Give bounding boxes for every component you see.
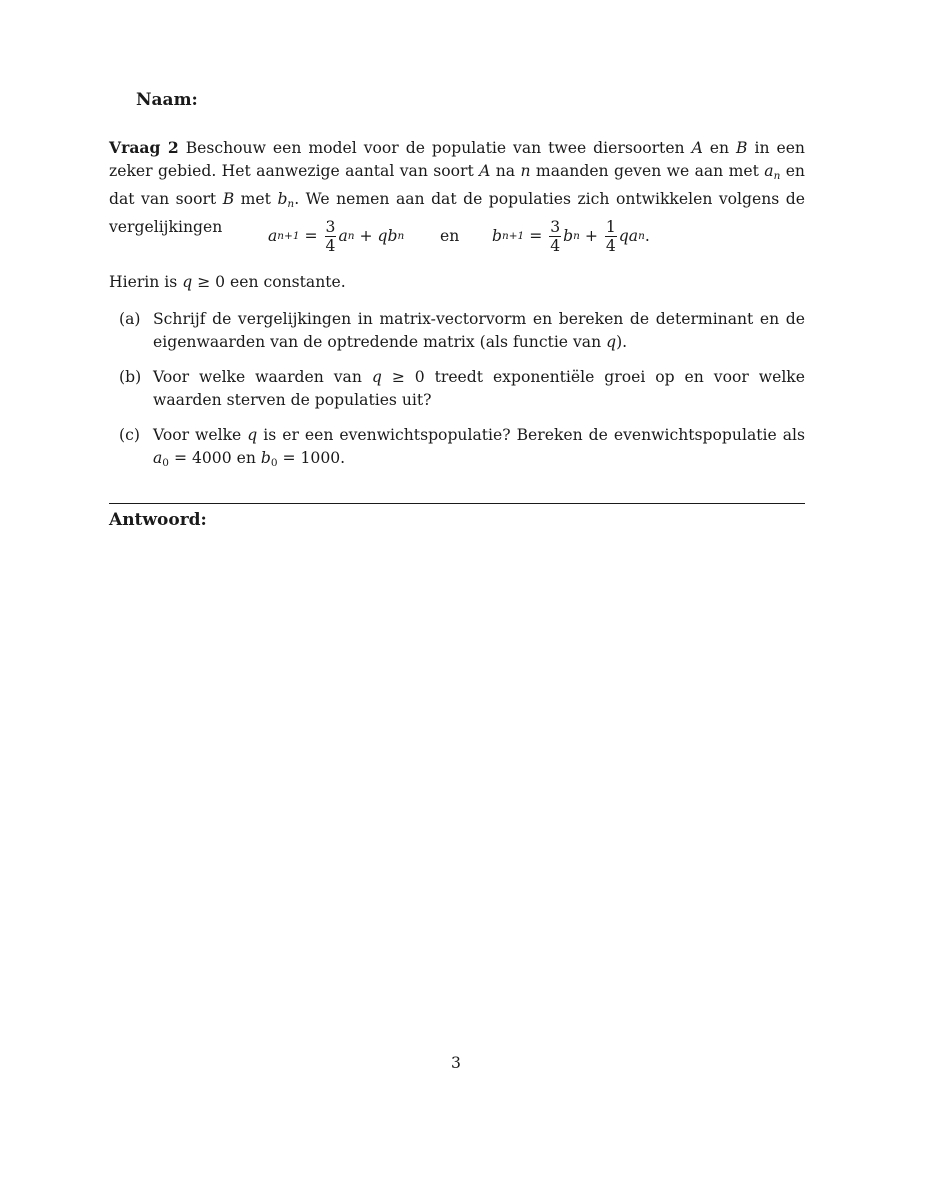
subquestion-text — [153, 308, 805, 354]
subquestion-text — [153, 424, 805, 475]
var-a-upper: A — [691, 139, 703, 157]
question-text-1: Beschouw een model voor de populatie van twee diersoorten — [185, 139, 692, 157]
var-b-upper: B — [736, 139, 748, 157]
eq1-term1-sub: n — [347, 230, 355, 242]
eq2-fraction-1 — [549, 218, 561, 255]
intro-text-1: Hierin is — [109, 273, 183, 291]
page-number: 3 — [451, 1054, 461, 1072]
subquestion-a-text-2: ). — [616, 333, 628, 351]
intro-text-2: ≥ 0 een constante. — [192, 273, 346, 291]
eq2-frac1-num: 3 — [550, 217, 561, 236]
subquestion-c-a0-value: = 4000 en — [168, 449, 261, 467]
eq1-frac-den: 4 — [325, 236, 336, 255]
eq1-term1: a — [338, 227, 348, 245]
subquestion-c-text-2: is er een evenwichtspopulatie? Bereken de evenwichtspopulatie als — [257, 426, 805, 444]
question-number: Vraag 2 — [109, 138, 179, 157]
subquestion-c-b0-value: = 1000. — [277, 449, 346, 467]
subquestion-label: (a) — [119, 310, 141, 328]
equation-row — [268, 213, 688, 259]
eq1-lhs: a — [268, 227, 278, 245]
question-text-4: na — [490, 162, 521, 180]
var-b-subscript: n — [287, 198, 295, 210]
constant-statement — [109, 271, 346, 294]
horizontal-rule — [109, 503, 805, 504]
subquestion-list — [119, 308, 805, 487]
subquestion-c-a0-sub: 0 — [162, 457, 169, 469]
var-a-subscript: n — [773, 170, 781, 182]
eq2-term2-sub: n — [638, 230, 645, 242]
eq1-equals: = — [299, 227, 323, 245]
question-text-3: in een zeker gebied. Het aanwezige aantal van soort — [109, 139, 805, 180]
subquestion-b-math: q — [371, 368, 382, 386]
eq1-fraction — [325, 218, 337, 255]
question-text-2: en — [702, 139, 737, 157]
question-text-8: . We nemen aan dat de populaties zich ontwikkelen volgens de vergelijkingen — [109, 190, 805, 236]
subquestion-b-text-2: ≥ 0 treedt exponentiële groei op en voor welke waarden sterven de populaties uit? — [153, 368, 805, 409]
eq2-term1: b — [563, 227, 574, 245]
eq2-lhs-sub: n+1 — [501, 230, 525, 242]
subquestion-c-text-1: Voor welke — [153, 426, 248, 444]
question-text-6: en dat van soort — [109, 162, 805, 208]
subquestion-c-b0: b — [260, 449, 271, 467]
subquestion-label: (c) — [119, 426, 140, 444]
answer-label: Antwoord: — [109, 510, 207, 530]
eq2-fraction-2 — [605, 218, 617, 255]
eq2-lhs: b — [492, 227, 502, 245]
subquestion-c-a0: a — [153, 449, 163, 467]
question-text-5: maanden geven we aan met — [530, 162, 765, 180]
intro-math-q: q — [182, 273, 193, 291]
eq2-term2: qa — [618, 227, 639, 245]
eq1-frac-num: 3 — [325, 217, 336, 236]
subquestion-a — [119, 308, 805, 354]
eq1-lhs-sub: n+1 — [277, 230, 300, 242]
eq1-term2-sub: n — [397, 230, 405, 242]
equation-b — [492, 213, 650, 259]
subquestion-c-math: q — [247, 426, 258, 444]
subquestion-label: (b) — [119, 368, 142, 386]
var-n: n — [520, 162, 531, 180]
equation-connector: en — [440, 227, 460, 245]
eq2-end: . — [644, 227, 650, 245]
subquestion-text — [153, 366, 805, 412]
eq2-frac2-num: 1 — [605, 217, 616, 236]
var-a-upper-2: A — [479, 162, 491, 180]
subquestion-a-text-1: Schrijf de vergelijkingen in matrix-vectorvorm en bereken de determinant en de eigenwaarden van de optredende matrix (als functie van — [153, 310, 805, 351]
question-text-7: met — [234, 190, 278, 208]
equation-a — [268, 213, 404, 259]
name-label: Naam: — [136, 90, 198, 110]
subquestion-b-text-1: Voor welke waarden van — [153, 368, 372, 386]
subquestion-b — [119, 366, 805, 412]
subquestion-c — [119, 424, 805, 475]
eq1-plus: + — [354, 227, 378, 245]
subquestion-a-math: q — [606, 333, 617, 351]
var-a-lower: a — [764, 162, 774, 180]
eq2-plus: + — [579, 227, 603, 245]
eq1-term2: qb — [377, 227, 398, 245]
eq2-equals: = — [524, 227, 548, 245]
eq2-term1-sub: n — [573, 230, 580, 242]
subquestion-c-b0-sub: 0 — [270, 457, 278, 469]
eq2-frac2-den: 4 — [605, 236, 616, 255]
eq2-frac1-den: 4 — [550, 236, 561, 255]
var-b-upper-2: B — [222, 190, 235, 208]
var-b-lower: b — [277, 190, 288, 208]
